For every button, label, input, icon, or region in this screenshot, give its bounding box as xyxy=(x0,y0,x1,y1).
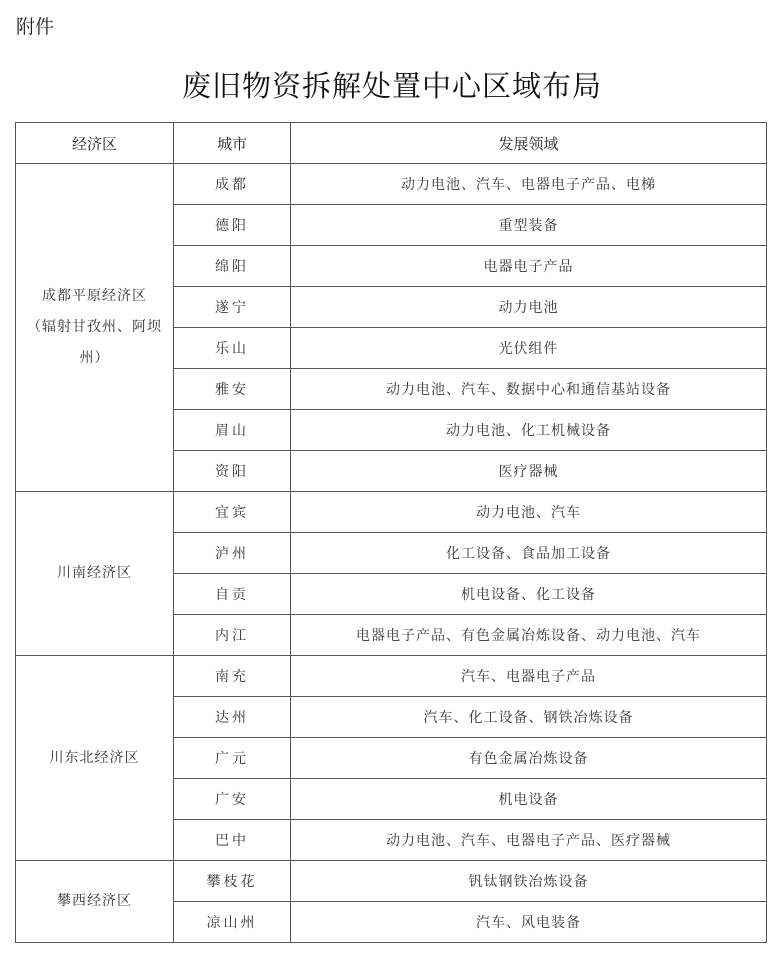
city-cell: 南充 xyxy=(174,656,291,697)
table-row xyxy=(16,656,767,697)
document-title: 废旧物资拆解处置中心区域布局 xyxy=(181,69,602,103)
region-name-cell: 川南经济区 xyxy=(16,492,174,656)
city-cell: 凉山州 xyxy=(174,902,291,943)
field-cell: 机电设备 xyxy=(291,779,767,820)
table-row xyxy=(16,164,767,205)
city-cell: 成都 xyxy=(174,164,291,205)
table-body xyxy=(16,164,767,943)
city-cell: 绵阳 xyxy=(174,246,291,287)
field-cell: 汽车、风电装备 xyxy=(291,902,767,943)
field-cell: 化工设备、食品加工设备 xyxy=(291,533,767,574)
city-cell: 攀枝花 xyxy=(174,861,291,902)
table-row xyxy=(16,861,767,902)
field-cell: 光伏组件 xyxy=(291,328,767,369)
header-field: 发展领域 xyxy=(291,123,767,164)
city-cell: 泸州 xyxy=(174,533,291,574)
city-cell: 广安 xyxy=(174,779,291,820)
attachment-label: 附件 xyxy=(16,16,55,38)
city-cell: 乐山 xyxy=(174,328,291,369)
city-cell: 巴中 xyxy=(174,820,291,861)
region-name-cell: 攀西经济区 xyxy=(16,861,174,943)
region-name-cell: 成都平原经济区 （辐射甘孜州、阿坝州） xyxy=(16,164,174,492)
field-cell: 汽车、电器电子产品 xyxy=(291,656,767,697)
field-cell: 机电设备、化工设备 xyxy=(291,574,767,615)
city-cell: 广元 xyxy=(174,738,291,779)
header-city: 城市 xyxy=(174,123,291,164)
table-header-row xyxy=(16,123,767,164)
field-cell: 钒钛钢铁冶炼设备 xyxy=(291,861,767,902)
city-cell: 宜宾 xyxy=(174,492,291,533)
header-region: 经济区 xyxy=(16,123,174,164)
city-cell: 资阳 xyxy=(174,451,291,492)
region-name-cell: 川东北经济区 xyxy=(16,656,174,861)
field-cell: 动力电池、汽车、数据中心和通信基站设备 xyxy=(291,369,767,410)
field-cell: 医疗器械 xyxy=(291,451,767,492)
field-cell: 重型装备 xyxy=(291,205,767,246)
field-cell: 汽车、化工设备、钢铁冶炼设备 xyxy=(291,697,767,738)
field-cell: 电器电子产品 xyxy=(291,246,767,287)
region-layout-table xyxy=(15,122,767,943)
city-cell: 雅安 xyxy=(174,369,291,410)
field-cell: 动力电池 xyxy=(291,287,767,328)
city-cell: 内江 xyxy=(174,615,291,656)
city-cell: 德阳 xyxy=(174,205,291,246)
field-cell: 电器电子产品、有色金属冶炼设备、动力电池、汽车 xyxy=(291,615,767,656)
field-cell: 动力电池、汽车、电器电子产品、医疗器械 xyxy=(291,820,767,861)
field-cell: 有色金属冶炼设备 xyxy=(291,738,767,779)
table-row xyxy=(16,492,767,533)
field-cell: 动力电池、化工机械设备 xyxy=(291,410,767,451)
field-cell: 动力电池、汽车、电器电子产品、电梯 xyxy=(291,164,767,205)
field-cell: 动力电池、汽车 xyxy=(291,492,767,533)
city-cell: 达州 xyxy=(174,697,291,738)
city-cell: 眉山 xyxy=(174,410,291,451)
city-cell: 自贡 xyxy=(174,574,291,615)
city-cell: 遂宁 xyxy=(174,287,291,328)
